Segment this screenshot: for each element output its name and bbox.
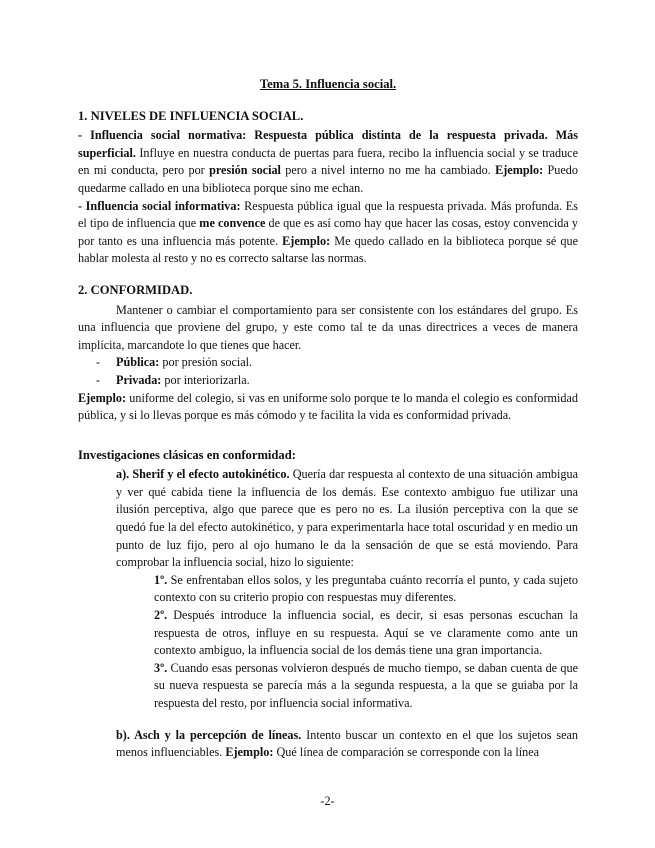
term-informativa: - Influencia social informativa: (78, 198, 241, 213)
page-title: Tema 5. Influencia social. (259, 77, 397, 91)
text: por interiorizarla. (161, 372, 250, 387)
paragraph-asch (116, 727, 578, 762)
paragraph-informativa (78, 198, 578, 268)
paragraph-sherif (116, 466, 578, 572)
text: Qué línea de comparación se corresponde con la línea (273, 745, 540, 760)
text: Después introduce la influencia social, es decir, si esas personas escuchan la respuesta de otros, influye en su respuesta. Aquí se ve claramente como ante un contexto ambiguo, la influencia social de los demás tiene una gran importancia. (154, 608, 578, 658)
step-3 (154, 660, 578, 713)
example-label: Ejemplo: (78, 390, 127, 405)
example-label: Ejemplo: (495, 163, 544, 178)
term-normativa: - Influencia social normativa: Respuesta pública distinta de la respuesta privada. Más superficial. (78, 128, 578, 160)
text: uniforme del colegio, si vas en uniforme solo porque te lo manda el colegio es conformidad pública, y si lo llevas porque es más cómodo y te facilita la vida es conformidad privada. (78, 390, 578, 423)
section-heading-conformidad: 2. CONFORMIDAD. (78, 282, 193, 297)
text: pero a nivel interno no me ha cambiado. (280, 163, 496, 178)
list-item (96, 354, 578, 372)
text: Me quedo callado en la biblioteca porque sé que hablar molesta al resto y no es correcto saltarse las normas. (78, 233, 578, 266)
text: Quería dar respuesta al contexto de una situación ambigua y ver qué cabida tiene la influencia de los demás. Ese contexto ambiguo fue utilizar una ilusión perceptiva, algo que parece que es pero no es. La ilusión perceptiva con la que se quedó fue la del efecto autokinético, y para experimentarla hace total oscuridad y en medio un punto de luz fijo, pero al ojo humano le da la sensación de que se está moviendo. Para comprobar la influencia social, hizo lo siguiente: (116, 467, 578, 570)
text: por presión social. (159, 355, 253, 370)
term-publica: Pública: (116, 355, 160, 370)
step-number: 3º. (154, 660, 168, 675)
document-page (78, 76, 578, 762)
page-number: -2- (320, 794, 335, 808)
paragraph-conformidad: Mantener o cambiar el comportamiento para ser consistente con los estándares del grupo. Es una influencia que proviene del grupo, y este como tal te da unas directrices a veces de manera implícita, marcandote lo que tienes que hacer. (78, 302, 578, 352)
paragraph-ejemplo-uniforme (78, 390, 578, 425)
text: de que es así como hay que hacer las cosas, estoy convencida y por tanto es una influencia más potente. (78, 216, 578, 248)
list-item (96, 372, 578, 390)
example-label: Ejemplo: (282, 233, 331, 248)
term-privada: Privada: (116, 372, 162, 387)
term-me-convence: me convence (199, 216, 266, 231)
term-presion-social: presión social (209, 163, 281, 178)
term-sherif: a). Sherif y el efecto autokinético. (116, 467, 290, 482)
conformidad-list (78, 354, 578, 389)
text: Puedo quedarme callado en una biblioteca porque sino me echan. (78, 163, 578, 195)
text: Cuando esas personas volvieron después de mucho tiempo, se daban cuenta de que su nueva respuesta se parecía más a la segunda respuesta, a la que se guiaba por la respuesta del resto, por influencia social informativa. (154, 660, 578, 710)
step-number: 1º. (154, 572, 168, 587)
step-number: 2º. (154, 608, 168, 623)
text: Respuesta pública igual que la respuesta privada. Más profunda. Es el tipo de influencia que (78, 198, 578, 231)
step-2 (154, 607, 578, 660)
section-heading-niveles: 1. NIVELES DE INFLUENCIA SOCIAL. (78, 108, 304, 123)
step-1 (154, 572, 578, 607)
example-label: Ejemplo: (225, 745, 274, 760)
text: Influye en nuestra conducta de puertas para fuera, recibo la influencia social y se traduce en mi conducta, pero por (78, 145, 578, 178)
paragraph-normativa (78, 127, 578, 197)
section-heading-investigaciones: Investigaciones clásicas en conformidad: (78, 447, 296, 462)
text: Intento buscar un contexto en el que los sujetos sean menos influenciables. (116, 727, 578, 760)
text: Se enfrentaban ellos solos, y les preguntaba cuánto recorría el punto, y cada sujeto contexto con su criterio propio con respuestas muy diferentes. (154, 572, 578, 605)
term-asch: b). Asch y la percepción de líneas. (116, 727, 302, 742)
